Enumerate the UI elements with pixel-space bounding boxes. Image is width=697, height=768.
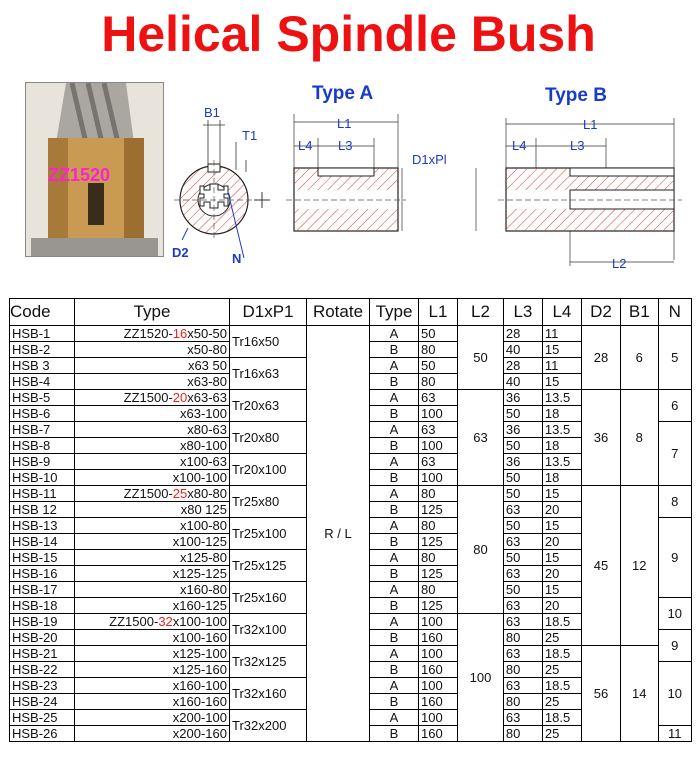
spec-table [9, 298, 692, 742]
type-b-dim-l1: L1 [583, 117, 598, 132]
cell-type-ab: A [370, 518, 419, 534]
type-b-drawing [476, 117, 682, 270]
cell-type [75, 710, 230, 726]
cell-type [75, 342, 230, 358]
cell-l4: 20 [542, 502, 581, 518]
cell-type [75, 566, 230, 582]
cell-type-ab: B [370, 598, 419, 614]
type-suffix: x100-160 [172, 629, 227, 645]
cell-code: HSB-8 [10, 438, 75, 454]
cell-type [75, 438, 230, 454]
header-l1: L1 [419, 299, 458, 326]
cell-code: HSB-21 [10, 646, 75, 662]
header-type-ab: Type [370, 299, 419, 326]
cell-type [75, 374, 230, 390]
cell-d1xp1: Tr32x100 [230, 614, 307, 646]
cell-l1: 160 [419, 630, 458, 646]
type-suffix: x160-80 [180, 581, 227, 597]
cell-d1xp1: Tr20x80 [230, 422, 307, 454]
type-suffix: x160-160 [172, 693, 227, 709]
header-l2: L2 [458, 299, 504, 326]
cell-type-ab: B [370, 502, 419, 518]
type-suffix: x80 125 [180, 501, 227, 517]
type-b-dim-l4: L4 [512, 138, 527, 153]
cell-l4: 25 [542, 694, 581, 710]
cell-type [75, 726, 230, 742]
cell-l1: 160 [419, 662, 458, 678]
cell-l4: 18 [542, 470, 581, 486]
cell-type-ab: B [370, 566, 419, 582]
dim-b1: B1 [204, 105, 220, 120]
type-a-dim-l3: L3 [338, 138, 353, 153]
type-prefix: ZZ1500- [123, 485, 173, 501]
cell-type-ab: B [370, 534, 419, 550]
dim-d2: D2 [172, 245, 189, 260]
cell-n: 10 [658, 598, 692, 630]
header-d1xp1: D1xP1 [230, 299, 307, 326]
cell-n: 9 [658, 518, 692, 598]
cell-l1: 100 [419, 678, 458, 694]
cell-code: HSB-16 [10, 566, 75, 582]
header-type: Type [75, 299, 230, 326]
cell-l1: 125 [419, 534, 458, 550]
cell-l3: 28 [503, 326, 542, 342]
type-suffix: x80-80 [187, 485, 227, 501]
header-b1: B1 [621, 299, 658, 326]
cell-code: HSB-20 [10, 630, 75, 646]
type-a-dim-l4: L4 [298, 138, 313, 153]
cell-l4: 11 [542, 326, 581, 342]
type-prefix: ZZ1500- [123, 389, 173, 405]
end-view [172, 105, 257, 266]
cell-type [75, 454, 230, 470]
cell-l1: 125 [419, 502, 458, 518]
cell-d1xp1: Tr16x63 [230, 358, 307, 390]
cell-d2: 28 [581, 326, 620, 390]
cell-d1xp1: Tr25x100 [230, 518, 307, 550]
cell-l1: 160 [419, 726, 458, 742]
cell-type [75, 390, 230, 406]
cell-type-ab: A [370, 710, 419, 726]
cell-l1: 80 [419, 550, 458, 566]
cell-l2: 63 [458, 390, 504, 486]
cell-l1: 100 [419, 438, 458, 454]
cell-type-ab: A [370, 454, 419, 470]
cell-l2: 100 [458, 614, 504, 742]
cell-n: 8 [658, 486, 692, 518]
type-suffix: x160-125 [172, 597, 227, 613]
cell-code: HSB 12 [10, 502, 75, 518]
cell-d2: 45 [581, 486, 620, 646]
cell-type-ab: A [370, 326, 419, 342]
cell-type-ab: A [370, 550, 419, 566]
type-suffix: x50-50 [187, 325, 227, 341]
type-b-label: Type B [545, 85, 607, 106]
cell-l3: 63 [503, 646, 542, 662]
cell-l3: 63 [503, 566, 542, 582]
cell-l1: 80 [419, 374, 458, 390]
cell-l3: 63 [503, 502, 542, 518]
cell-type-ab: B [370, 630, 419, 646]
cell-l4: 18.5 [542, 614, 581, 630]
type-suffix: x63-63 [187, 389, 227, 405]
cell-type-ab: B [370, 726, 419, 742]
cell-code: HSB-15 [10, 550, 75, 566]
cell-d1xp1: Tr32x125 [230, 646, 307, 678]
cell-l3: 80 [503, 662, 542, 678]
type-suffix: x63-100 [180, 405, 227, 421]
type-size-highlight: 32 [158, 613, 173, 629]
type-suffix: x63-80 [187, 373, 227, 389]
type-suffix: x80-63 [187, 421, 227, 437]
cell-n: 10 [658, 662, 692, 726]
cell-b1: 8 [621, 390, 658, 486]
cell-l3: 63 [503, 534, 542, 550]
cell-type-ab: A [370, 390, 419, 406]
cell-code: HSB-11 [10, 486, 75, 502]
cell-l2: 50 [458, 326, 504, 390]
cell-l4: 13.5 [542, 390, 581, 406]
cell-code: HSB-10 [10, 470, 75, 486]
cell-l3: 63 [503, 678, 542, 694]
header-l4: L4 [542, 299, 581, 326]
type-suffix: x200-160 [172, 725, 227, 741]
cell-n: 7 [658, 422, 692, 486]
cell-code: HSB-17 [10, 582, 75, 598]
cell-d2: 56 [581, 646, 620, 742]
cell-l4: 11 [542, 358, 581, 374]
cell-type [75, 630, 230, 646]
cell-type [75, 422, 230, 438]
type-a-label: Type A [312, 83, 374, 104]
cell-d2: 36 [581, 390, 620, 486]
cell-type [75, 358, 230, 374]
cell-l3: 36 [503, 390, 542, 406]
type-suffix: x100-100 [172, 469, 227, 485]
header-d2: D2 [581, 299, 620, 326]
cell-b1: 12 [621, 486, 658, 646]
cell-l4: 25 [542, 726, 581, 742]
cell-l3: 80 [503, 694, 542, 710]
cell-code: HSB-5 [10, 390, 75, 406]
type-b-dim-l2: L2 [612, 256, 627, 270]
cell-d1xp1: Tr32x160 [230, 678, 307, 710]
cell-l1: 100 [419, 614, 458, 630]
cell-l1: 125 [419, 566, 458, 582]
cell-l4: 13.5 [542, 422, 581, 438]
cell-l3: 36 [503, 422, 542, 438]
cell-l2: 80 [458, 486, 504, 614]
cell-b1: 14 [621, 646, 658, 742]
cell-d1xp1: Tr25x125 [230, 550, 307, 582]
cell-n: 9 [658, 630, 692, 662]
cell-l1: 50 [419, 358, 458, 374]
product-photo [25, 82, 164, 257]
cell-l3: 50 [503, 550, 542, 566]
cell-n: 5 [658, 326, 692, 390]
cell-l3: 36 [503, 454, 542, 470]
cell-type [75, 598, 230, 614]
cell-code: HSB-2 [10, 342, 75, 358]
cell-l1: 100 [419, 470, 458, 486]
type-size-highlight: 20 [172, 389, 188, 405]
cell-type-ab: A [370, 358, 419, 374]
cell-code: HSB-6 [10, 406, 75, 422]
cell-l3: 50 [503, 582, 542, 598]
table-header-row [10, 299, 692, 326]
cell-l3: 50 [503, 518, 542, 534]
cell-d1xp1: Tr32x200 [230, 710, 307, 742]
cell-code: HSB-14 [10, 534, 75, 550]
cell-l1: 80 [419, 582, 458, 598]
cell-rotate: R / L [307, 326, 370, 742]
cell-code: HSB-18 [10, 598, 75, 614]
cell-l4: 18 [542, 406, 581, 422]
cell-code: HSB-13 [10, 518, 75, 534]
dim-n: N [232, 251, 242, 266]
cell-code: HSB-22 [10, 662, 75, 678]
cell-type [75, 550, 230, 566]
cell-b1: 6 [621, 326, 658, 390]
cell-type [75, 534, 230, 550]
type-suffix: x100-125 [172, 533, 227, 549]
cell-code: HSB-7 [10, 422, 75, 438]
cell-l3: 63 [503, 710, 542, 726]
cell-l4: 13.5 [542, 454, 581, 470]
cell-type [75, 502, 230, 518]
cell-d1xp1: Tr20x100 [230, 454, 307, 486]
cell-type-ab: B [370, 662, 419, 678]
cell-l1: 100 [419, 406, 458, 422]
cell-l1: 63 [419, 422, 458, 438]
cell-type [75, 406, 230, 422]
technical-drawing [170, 80, 690, 270]
cell-d1xp1: Tr25x160 [230, 582, 307, 614]
type-size-highlight: 16 [172, 325, 188, 341]
cell-l3: 63 [503, 614, 542, 630]
cell-l4: 25 [542, 630, 581, 646]
cell-l3: 80 [503, 630, 542, 646]
cell-type-ab: A [370, 678, 419, 694]
table-row [10, 326, 692, 342]
cell-type-ab: B [370, 374, 419, 390]
cell-d1xp1: Tr20x63 [230, 390, 307, 422]
cell-l1: 63 [419, 454, 458, 470]
cell-l1: 80 [419, 518, 458, 534]
cell-l4: 20 [542, 598, 581, 614]
cell-l3: 50 [503, 438, 542, 454]
cell-l4: 18 [542, 438, 581, 454]
type-suffix: x100-80 [180, 517, 227, 533]
type-size-highlight: 25 [172, 485, 188, 501]
type-suffix: x160-100 [172, 677, 227, 693]
type-suffix: x125-80 [180, 549, 227, 565]
cell-l3: 50 [503, 406, 542, 422]
cell-l4: 20 [542, 566, 581, 582]
cell-l1: 100 [419, 710, 458, 726]
cell-code: HSB-25 [10, 710, 75, 726]
cell-type [75, 582, 230, 598]
cell-d1xp1: Tr16x50 [230, 326, 307, 358]
cell-type-ab: B [370, 406, 419, 422]
cell-type-ab: B [370, 694, 419, 710]
cell-type [75, 486, 230, 502]
header-code: Code [10, 299, 75, 326]
type-suffix: x125-125 [172, 565, 227, 581]
cell-type [75, 646, 230, 662]
cell-type-ab: B [370, 438, 419, 454]
type-suffix: x100-100 [172, 613, 227, 629]
cell-type-ab: A [370, 582, 419, 598]
type-suffix: x63 50 [187, 357, 227, 373]
cell-type [75, 678, 230, 694]
cell-type [75, 326, 230, 342]
cell-l1: 80 [419, 342, 458, 358]
cell-type [75, 662, 230, 678]
cell-l4: 15 [542, 486, 581, 502]
cell-l1: 50 [419, 326, 458, 342]
cell-l3: 50 [503, 470, 542, 486]
type-suffix: x200-100 [172, 709, 227, 725]
header-rotate: Rotate [307, 299, 370, 326]
cell-l1: 63 [419, 390, 458, 406]
type-suffix: x125-100 [172, 645, 227, 661]
type-a-dim-l1: L1 [337, 116, 352, 131]
header-l3: L3 [503, 299, 542, 326]
dim-d1xp1: D1xPl [412, 152, 447, 167]
cell-l3: 50 [503, 486, 542, 502]
cell-l1: 100 [419, 646, 458, 662]
cell-l4: 15 [542, 342, 581, 358]
table-body [10, 326, 692, 742]
cell-l4: 15 [542, 518, 581, 534]
cell-l4: 18.5 [542, 710, 581, 726]
cell-l4: 15 [542, 582, 581, 598]
cell-code: HSB-4 [10, 374, 75, 390]
cell-l4: 18.5 [542, 678, 581, 694]
cell-code: HSB-19 [10, 614, 75, 630]
cell-type [75, 614, 230, 630]
cell-l4: 20 [542, 534, 581, 550]
cell-code: HSB-23 [10, 678, 75, 694]
type-suffix: x50-80 [187, 341, 227, 357]
cell-l4: 15 [542, 374, 581, 390]
type-prefix: ZZ1500- [109, 613, 159, 629]
cell-type-ab: A [370, 614, 419, 630]
cell-code: HSB-1 [10, 326, 75, 342]
cell-type-ab: A [370, 422, 419, 438]
cell-type [75, 470, 230, 486]
cell-code: HSB 3 [10, 358, 75, 374]
cell-type-ab: A [370, 646, 419, 662]
cell-l3: 63 [503, 598, 542, 614]
header-n: N [658, 299, 692, 326]
cell-l4: 15 [542, 550, 581, 566]
cell-l3: 40 [503, 342, 542, 358]
type-prefix: ZZ1520- [123, 325, 173, 341]
cell-type [75, 694, 230, 710]
cell-type-ab: B [370, 470, 419, 486]
type-b-dim-l3: L3 [570, 138, 585, 153]
cell-code: HSB-9 [10, 454, 75, 470]
cell-l1: 125 [419, 598, 458, 614]
cell-l1: 160 [419, 694, 458, 710]
photo-caption: ZZ1520 [48, 165, 111, 185]
cell-l1: 80 [419, 486, 458, 502]
cell-n: 6 [658, 390, 692, 422]
cell-type-ab: A [370, 486, 419, 502]
dim-t1: T1 [242, 128, 258, 143]
cell-code: HSB-24 [10, 694, 75, 710]
cell-type-ab: B [370, 342, 419, 358]
cell-l4: 18.5 [542, 646, 581, 662]
cell-l3: 28 [503, 358, 542, 374]
type-a-drawing [286, 114, 447, 231]
type-suffix: x80-100 [180, 437, 227, 453]
type-suffix: x100-63 [180, 453, 227, 469]
cell-l3: 40 [503, 374, 542, 390]
type-suffix: x125-160 [172, 661, 227, 677]
cell-n: 11 [658, 726, 692, 742]
cell-d1xp1: Tr25x80 [230, 486, 307, 518]
cell-l3: 80 [503, 726, 542, 742]
cell-code: HSB-26 [10, 726, 75, 742]
cell-type [75, 518, 230, 534]
cell-l4: 25 [542, 662, 581, 678]
page-title: Helical Spindle Bush [101, 6, 596, 62]
